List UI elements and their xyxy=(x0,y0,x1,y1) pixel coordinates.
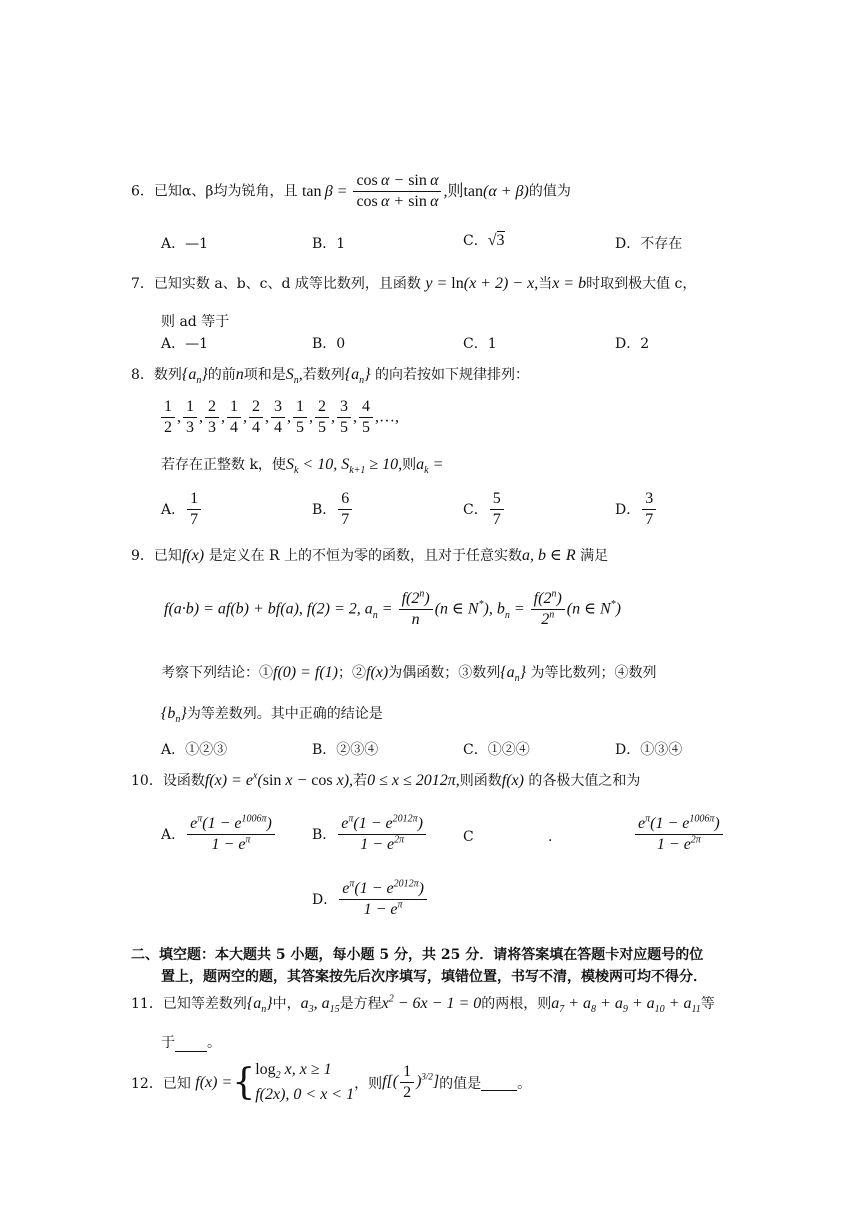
question-6 xyxy=(131,172,571,212)
option-d: D． $\frac{e^\pi(1 - e^{2012\pi})}{1 - e^\pi}$ xyxy=(312,880,429,920)
question-text: 已知α、β均为锐角，且 xyxy=(153,183,298,200)
answer-blank[interactable] xyxy=(175,1035,207,1052)
option-d: D．①③④ xyxy=(615,742,683,758)
option-c: C． $\frac{5}{7}$ xyxy=(463,490,506,530)
option-c-dot: . xyxy=(548,829,553,845)
option-a: A． $\frac{1}{7}$ xyxy=(161,490,203,530)
option-d: D．2 xyxy=(615,336,650,352)
option-a: A．①②③ xyxy=(161,742,228,758)
question-11-cont: 于 。 xyxy=(161,1035,221,1051)
question-statements-cont: $\{b_n\}$为等差数列。其中正确的结论是 xyxy=(161,705,383,726)
question-text: 则 ad 等于 xyxy=(161,314,230,330)
option-c: C．1 xyxy=(463,336,497,352)
question-7: 7．已知实数 a、b、c、d 成等比数列，且函数 y = ln(x + 2) − x,当x = b时取到极大值 c， xyxy=(131,275,697,292)
question-8: 8．数列$\{a_n\}$的前n项和是$S_n$,若数列$\{a_n\}$ 的向若按如下规律排列： xyxy=(131,366,529,387)
question-11: 11．已知等差数列$\{a_n\}$中，$a_3$, $a_{15}$是方程$x^2 - 6x - 1 = 0$的两根，则$a_7 + a_8 + a_9 + a_{10} + a_{11}$等 xyxy=(131,993,715,1016)
section-heading: 二、填空题：本大题共 5 小题，每小题 5 分，共 25 分．请将答案填在答题卡对应题号的位 xyxy=(131,947,704,963)
question-9: 9．已知f(x) 是定义在 R 上的不恒为零的函数，且对于任意实数a, b ∈ R 满足 xyxy=(131,547,609,564)
question-number: 10． xyxy=(131,773,163,789)
answer-blank[interactable] xyxy=(481,1074,517,1091)
option-b: B． $\frac{6}{7}$ xyxy=(312,490,354,530)
formula-tan-beta: tan β = $\frac{\text{cos α − sin α}}{\text{cos α + sin α}}$ ,则tan(α + β) xyxy=(301,172,529,211)
question-number: 7． xyxy=(131,276,154,292)
formula-functional-equation: f(a·b) = af(b) + bf(a), f(2) = 2, $a_n$ = $\frac{f(2^n)}{n}$ (n ∈ N*), $b_n$ = $\frac{f(2^n)}{2^n}$ (n ∈ N*) xyxy=(164,588,621,629)
option-b: B． $\frac{e^\pi(1 - e^{2012\pi})}{1 - e^{2\pi}}$ xyxy=(312,815,428,855)
option-a: A． $\frac{e^\pi(1 - e^{1006\pi})}{1 - e^\pi}$ xyxy=(161,815,277,855)
option-d: D． $\frac{3}{7}$ xyxy=(615,490,658,530)
formula-function: y = ln(x + 2) − x, xyxy=(425,275,539,292)
option-c: C xyxy=(463,829,474,845)
option-b: B．②③④ xyxy=(312,742,379,758)
option-c: C．√3 xyxy=(463,232,505,249)
question-number: 11． xyxy=(131,996,163,1012)
question-statements: 考察下列结论：①f(0) = f(1)；②f(x)为偶函数；③数列$\{a_n\}$ 为等比数列；④数列 xyxy=(161,664,657,685)
option-d: D．不存在 xyxy=(615,236,683,252)
section-instructions: 置上，题两空的题，其答案按先后次序填写，填错位置，书写不清，模棱两可均不得分． xyxy=(161,969,707,985)
option-a: A．—1 xyxy=(161,236,209,252)
question-text: 的值为 xyxy=(528,183,571,200)
option-c-formula: $\frac{e^\pi(1 - e^{1006\pi})}{1 - e^{2\pi}}$ xyxy=(633,815,725,855)
sequence-fractions: $\frac{1}{2}$ , $\frac{1}{3}$ , $\frac{2}{3}$ , $\frac{1}{4}$ , $\frac{2}{4}$ , $\frac{3}{4}$ , $\frac{1}{5}$ , $\frac{2}{5}$ , $\frac{3}{5}$ , $\frac{4}{5}$ ,…, xyxy=(159,398,404,438)
option-a: A．—1 xyxy=(161,336,209,352)
question-10: 10．设函数$f(x) = e^x(\sin$ x − cos x),若0 ≤ x ≤ 2012π,则函数f(x) 的各极大值之和为 xyxy=(131,770,641,789)
question-number: 8． xyxy=(131,367,154,383)
option-c: C．①②④ xyxy=(463,742,530,758)
question-number: 9． xyxy=(131,548,154,564)
question-number: 12． xyxy=(131,1075,163,1092)
question-condition: 若存在正整数 k，使$S_k < 10$, $S_{k+1} \ge 10$,则$a_k$ = xyxy=(161,456,444,477)
option-b: B．0 xyxy=(312,336,346,352)
question-number: 6． xyxy=(131,183,154,200)
question-12: 12．已知 f(x) ={ $\log_2 x$, x ≥ 1 f(2x), 0 < x < 1 ，则f[( $\frac{1}{2}$ )$^{3/2}$]的值是 。 xyxy=(131,1061,532,1103)
option-b: B．1 xyxy=(312,236,346,252)
